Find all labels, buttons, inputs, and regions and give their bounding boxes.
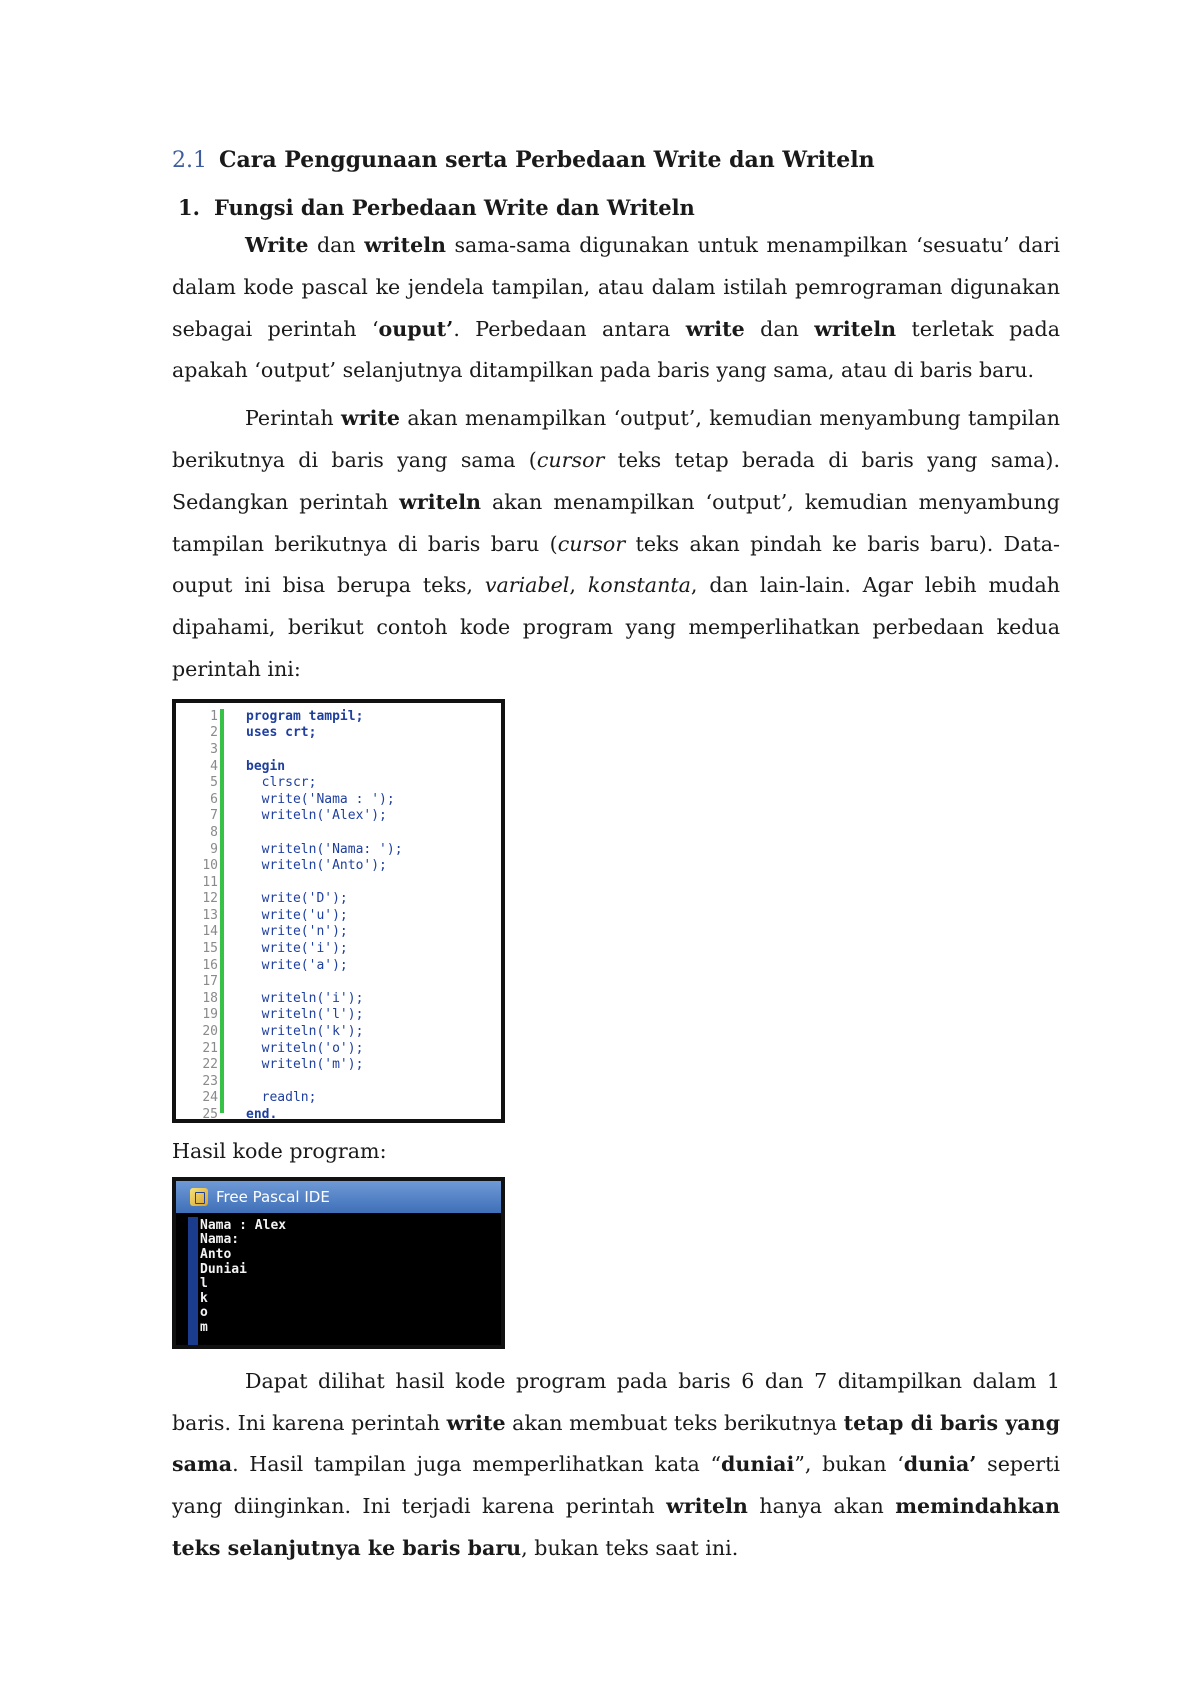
line-number: 1: [210, 708, 218, 724]
line-number: 16: [202, 957, 218, 973]
line-number: 10: [202, 858, 218, 874]
line-number: 12: [202, 891, 218, 907]
paragraph-3: [172, 1361, 1060, 1570]
code-line: writeln('Nama: ');: [246, 841, 403, 857]
text-italic: variabel: [484, 573, 570, 598]
code-line: write('Nama : ');: [246, 791, 395, 807]
line-number: 3: [210, 741, 218, 757]
text: , bukan teks saat ini.: [521, 1535, 739, 1560]
code-line: program tampil;: [246, 708, 364, 724]
text: akan menampilkan ‘output’, kemudian menyambung tampilan berikutnya di baris baru (: [172, 489, 1060, 556]
code-line: writeln('m');: [246, 1057, 364, 1073]
terminal-line: Duniai: [200, 1261, 247, 1277]
text: . Hasil tampilan juga memperlihatkan kata “: [232, 1452, 722, 1477]
code-line: clrscr;: [246, 775, 317, 791]
line-number: 21: [202, 1040, 218, 1056]
section-title: Cara Penggunaan serta Perbedaan Write dan Writeln: [219, 147, 875, 173]
line-number: 25: [202, 1107, 218, 1123]
text: ,: [569, 573, 588, 598]
line-number: 5: [210, 775, 218, 791]
code-line: [246, 1074, 403, 1091]
text-bold: write: [341, 406, 401, 431]
terminal-line: Nama:: [200, 1232, 240, 1248]
code-line: [246, 974, 403, 991]
text-bold: writeln: [814, 316, 897, 341]
terminal-output: [188, 1219, 497, 1345]
text: dan: [744, 316, 815, 341]
code-line: end.: [246, 1107, 278, 1123]
terminal-line: Nama : Alex: [200, 1217, 287, 1233]
code-line: writeln('Alex');: [246, 808, 387, 824]
text-bold: Write: [245, 233, 309, 257]
text: . Perbedaan antara: [453, 316, 686, 341]
app-icon: [190, 1188, 208, 1206]
subsection-title: Fungsi dan Perbedaan Write dan Writeln: [214, 195, 695, 220]
code-line: writeln('o');: [246, 1040, 364, 1056]
text-italic: konstanta: [587, 573, 691, 598]
text-bold: tetap di baris yang sama: [172, 1410, 1060, 1477]
terminal-line: o: [200, 1305, 208, 1321]
text-bold: dunia’: [903, 1452, 977, 1477]
terminal-window: [172, 1177, 505, 1349]
text-bold: write: [446, 1410, 506, 1435]
code-line: writeln('Anto');: [246, 858, 387, 874]
subsection-heading: [172, 191, 1060, 225]
text: Perintah: [245, 406, 341, 431]
paragraph-1: [172, 225, 1060, 392]
code-screenshot: [172, 699, 505, 1123]
line-number: 11: [202, 874, 218, 890]
text-italic: cursor: [536, 447, 605, 472]
line-number-gutter: [176, 709, 218, 1123]
result-caption: Hasil kode program:: [172, 1138, 387, 1163]
section-number: 2.1: [172, 148, 207, 173]
line-number: 15: [202, 941, 218, 957]
line-number: 19: [202, 1007, 218, 1023]
line-number: 20: [202, 1024, 218, 1040]
text: teks tetap berada di baris yang sama). Sedangkan perintah: [172, 447, 1061, 514]
text: teks akan pindah ke baris baru). Data-ouput ini bisa berupa teks,: [172, 531, 1060, 598]
text: Dapat dilihat hasil kode program pada baris 6 dan 7 ditampilkan dalam 1 baris. Ini karena perintah: [172, 1368, 1060, 1435]
text: terletak pada apakah ‘output’ selanjutnya ditampilkan pada baris yang sama, atau di baris baru.: [172, 316, 1060, 383]
text-italic: cursor: [557, 531, 626, 556]
text: ”, bukan ‘: [794, 1452, 904, 1477]
paragraph-2: [172, 398, 1060, 691]
code-line: writeln('k');: [246, 1024, 364, 1040]
line-number: 6: [210, 791, 218, 807]
terminal-title: Free Pascal IDE: [216, 1187, 330, 1206]
terminal-line: Anto: [200, 1246, 232, 1262]
code-line: write('i');: [246, 941, 348, 957]
code-line: [246, 825, 403, 842]
line-number: 4: [210, 758, 218, 774]
line-number: 13: [202, 907, 218, 923]
line-number: 17: [202, 974, 218, 990]
section-heading: [172, 142, 1060, 179]
text: dan: [308, 233, 365, 257]
terminal-title-bar: [176, 1181, 501, 1213]
text-bold: writeln: [666, 1494, 748, 1519]
code-line: write('u');: [246, 907, 348, 923]
text-bold: ouput’: [378, 316, 454, 341]
text: akan menampilkan ‘output’, kemudian menyambung tampilan berikutnya di baris yang sama (: [172, 406, 1060, 472]
text-bold: write: [685, 316, 745, 341]
page-content: [172, 142, 1060, 1570]
terminal-line: l: [200, 1276, 208, 1292]
line-number: 8: [210, 824, 218, 840]
line-number: 23: [202, 1073, 218, 1089]
terminal-line: m: [200, 1319, 208, 1335]
code-line: readln;: [246, 1090, 317, 1106]
text: , dan lain-lain. Agar lebih mudah dipahami, berikut contoh kode program yang memperlihatkan perbedaan kedua perintah ini:: [172, 573, 1060, 681]
line-number: 18: [202, 990, 218, 1006]
text-bold: writeln: [364, 233, 446, 257]
text-bold: duniai: [721, 1452, 795, 1477]
line-number: 2: [210, 725, 218, 741]
text-bold: memindahkan teks selanjutnya ke baris baru: [172, 1494, 1060, 1560]
code-listing: [246, 709, 403, 1123]
code-line: writeln('l');: [246, 1007, 364, 1023]
text-bold: writeln: [399, 489, 481, 514]
text: seperti yang diinginkan. Ini terjadi karena perintah: [172, 1452, 1060, 1519]
code-line: [246, 875, 403, 892]
code-line: writeln('i');: [246, 990, 364, 1006]
code-line: begin: [246, 758, 286, 774]
code-line: [246, 742, 403, 759]
subsection-number: 1.: [178, 195, 200, 220]
code-line: write('a');: [246, 957, 348, 973]
code-line: write('D');: [246, 891, 348, 907]
terminal-line: k: [200, 1290, 208, 1306]
line-number: 7: [210, 808, 218, 824]
text: sama-sama digunakan untuk menampilkan ‘sesuatu’ dari dalam kode pascal ke jendela tampilan, atau dalam istilah pemrograman digunakan sebagai perintah ‘: [172, 233, 1060, 341]
gutter-bar: [220, 709, 224, 1113]
text: hanya akan: [747, 1494, 896, 1519]
line-number: 14: [202, 924, 218, 940]
line-number: 24: [202, 1090, 218, 1106]
line-number: 22: [202, 1057, 218, 1073]
code-line: write('n');: [246, 924, 348, 940]
line-number: 9: [210, 841, 218, 857]
text: akan membuat teks berikutnya: [505, 1410, 844, 1435]
code-line: uses crt;: [246, 725, 317, 741]
